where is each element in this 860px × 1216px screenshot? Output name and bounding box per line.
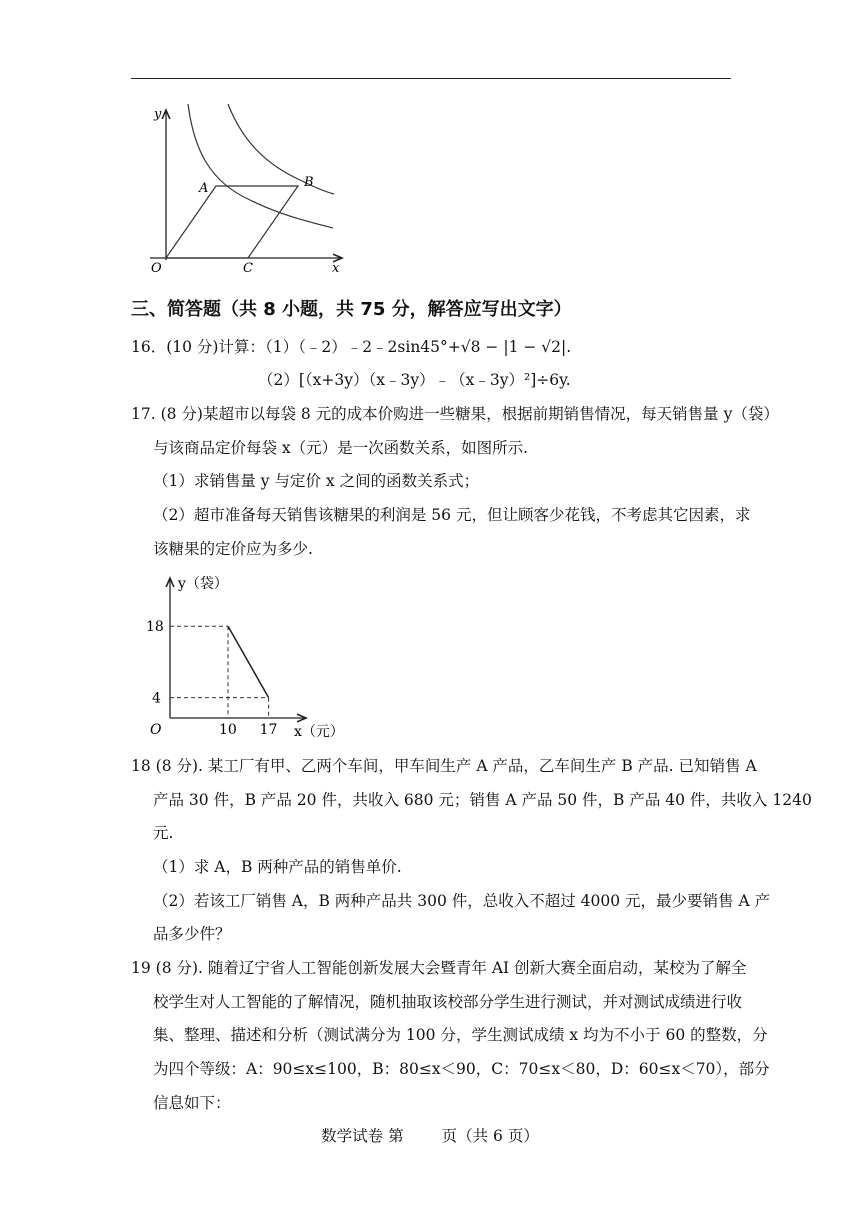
q19-line2: 校学生对人工智能的了解情况，随机抽取该校部分学生进行测试，并对测试成绩进行收 — [153, 993, 743, 1011]
y-tick-label: 4 — [152, 690, 161, 707]
outer-hyperbola — [228, 104, 334, 194]
footer-left: 数学试卷 第 — [321, 1127, 404, 1145]
q18-line2: 产品 30 件，B 产品 20 件，共收入 680 元；销售 A 产品 50 件，B 产品 40 件，共收入 1240 — [153, 791, 812, 809]
page-footer — [0, 1124, 860, 1146]
q19-line4: 为四个等级：A：90≤x≤100，B：80≤x＜90，C：70≤x＜80，D：60≤x＜70），部分 — [153, 1060, 770, 1078]
y-tick-label: 18 — [146, 619, 164, 636]
x-tick-label: 17 — [259, 722, 278, 738]
y-axis-label: y（袋） — [178, 576, 228, 592]
q19-line5: 信息如下： — [153, 1094, 231, 1112]
footer-right: 页（共 6 页） — [441, 1127, 539, 1145]
label-o: O — [151, 261, 162, 276]
inner-hyperbola — [188, 104, 333, 228]
q17-line2: 与该商品定价每袋 x（元）是一次函数关系，如图所示. — [153, 439, 529, 457]
q17-line5: 该糖果的定价应为多少. — [153, 540, 313, 558]
parallelogram-oabc — [166, 186, 298, 258]
x-axis-label: x（元） — [294, 724, 344, 740]
label-b: B — [304, 175, 314, 190]
hyperbola-figure — [140, 100, 355, 280]
q18-line4: （1）求 A，B 两种产品的销售单价. — [153, 858, 402, 876]
sales-line-segment — [228, 626, 269, 697]
q16-line2: （2）[（x+3y）（x﹣3y）﹣（x﹣3y）²]÷6y. — [258, 371, 571, 389]
q19-line1: 19 (8 分). 随着辽宁省人工智能创新发展大会暨青年 AI 创新大赛全面启动，某校为了解全 — [131, 959, 747, 977]
section-title: 三、简答题（共 8 小题，共 75 分，解答应写出文字） — [131, 299, 572, 320]
origin-label: O — [150, 722, 162, 738]
label-a: A — [199, 181, 209, 196]
q18-line3: 元. — [153, 824, 174, 842]
q18-line1: 18 (8 分). 某工厂有甲、乙两个车间，甲车间生产 A 产品，乙车间生产 B 产品. 已知销售 A — [131, 757, 757, 775]
q17-line3: （1）求销售量 y 与定价 x 之间的函数关系式； — [153, 472, 480, 490]
q17-line1: 17. (8 分)某超市以每袋 8 元的成本价购进一些糖果，根据前期销售情况，每天销售量 y（袋） — [131, 405, 779, 423]
header-rule — [131, 78, 731, 79]
label-y: y — [154, 107, 162, 122]
sales-line-chart — [140, 568, 350, 740]
q16-line1: 16．(10 分)计算：（1）（﹣2）﹣2﹣2sin45°+√8 − |1 − √2|. — [131, 338, 572, 356]
q18-line5: （2）若该工厂销售 A，B 两种产品共 300 件，总收入不超过 4000 元，最少要销售 A 产 — [153, 892, 771, 910]
x-tick-label: 10 — [219, 722, 237, 738]
q17-line4: （2）超市准备每天销售该糖果的利润是 56 元，但让顾客少花钱，不考虑其它因素，求 — [153, 506, 751, 524]
label-c: C — [243, 261, 253, 276]
q19-line3: 集、整理、描述和分析（测试满分为 100 分，学生测试成绩 x 均为不小于 60 的整数，分 — [153, 1026, 768, 1044]
label-x: x — [332, 261, 340, 276]
q18-line6: 品多少件？ — [153, 925, 231, 943]
